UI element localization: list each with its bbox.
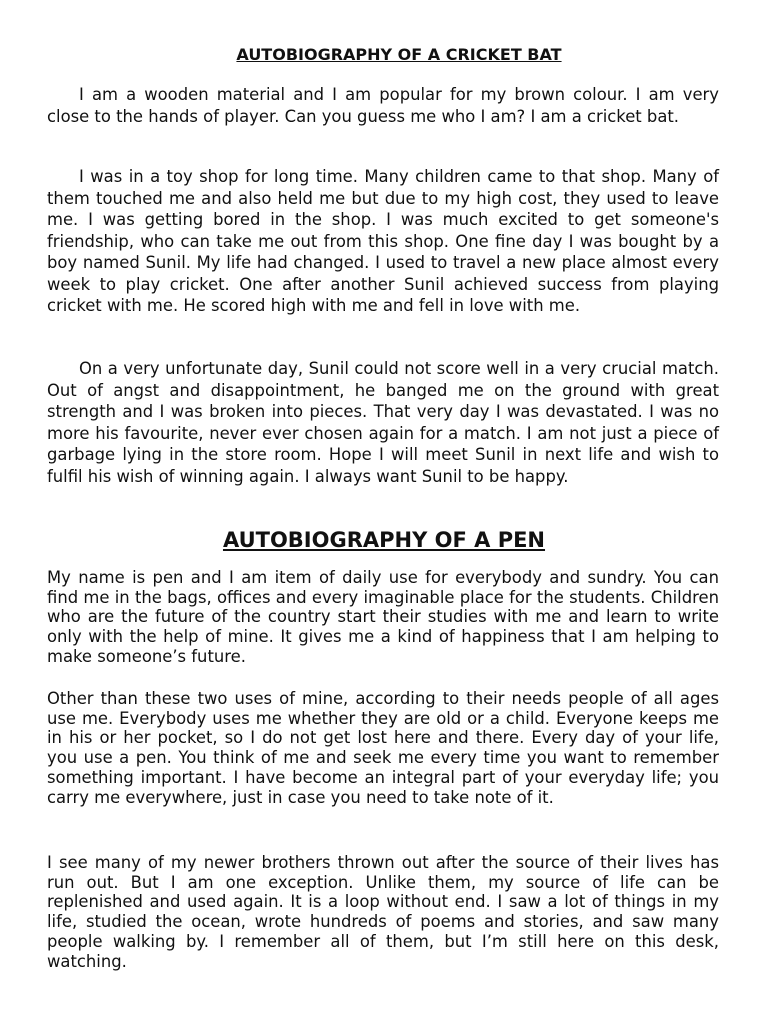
pen-paragraph-2: Other than these two uses of mine, according to their needs people of all ages use me. Everybody uses me whether they are old or a child. Everyone keeps me in his or her pocket, so I do not get lost here and there. Every day of your life, you use a pen. You think of me and seek me every time you want to remember something important. I have become an integral part of your everyday life; you carry me everywhere, just in case you need to take note of it. <box>47 689 719 807</box>
pen-paragraph-1: My name is pen and I am item of daily use for everybody and sundry. You can find me in the bags, offices and every imaginable place for the students. Children who are the future of the country start their studies with me and learn to write only with the help of mine. It gives me a kind of happiness that I am helping to make someone’s future. <box>47 568 719 666</box>
pen-paragraph-3: I see many of my newer brothers thrown out after the source of their lives has run out. But I am one exception. Unlike them, my source of life can be replenished and used again. It is a loop without end. I saw a lot of things in my life, studied the ocean, wrote hundreds of poems and stories, and saw many people walking by. I remember all of them, but I’m still here on this desk, watching. <box>47 853 719 971</box>
cricket-bat-paragraph-3: On a very unfortunate day, Sunil could not score well in a very crucial match. Out of angst and disappointment, he banged me on the ground with great strength and I was broken into pieces. That very day I was devastated. I was no more his favourite, never ever chosen again for a match. I am not just a piece of garbage lying in the store room. Hope I will meet Sunil in next life and wish to fulfil his wish of winning again. I always want Sunil to be happy. <box>47 359 719 486</box>
pen-title: AUTOBIOGRAPHY OF A PEN <box>222 528 546 552</box>
cricket-bat-title: AUTOBIOGRAPHY OF A CRICKET BAT <box>236 45 562 64</box>
cricket-bat-paragraph-2: I was in a toy shop for long time. Many children came to that shop. Many of them touched me and also held me but due to my high cost, they used to leave me. I was getting bored in the shop. I was much excited to get someone's friendship, who can take me out from this shop. One fine day I was bought by a boy named Sunil. My life had changed. I used to travel a new place almost every week to play cricket. One after another Sunil achieved success from playing cricket with me. He scored high with me and fell in love with me. <box>47 167 719 315</box>
cricket-bat-paragraph-1: I am a wooden material and I am popular for my brown colour. I am very close to the hands of player. Can you guess me who I am? I am a cricket bat. <box>47 85 719 126</box>
